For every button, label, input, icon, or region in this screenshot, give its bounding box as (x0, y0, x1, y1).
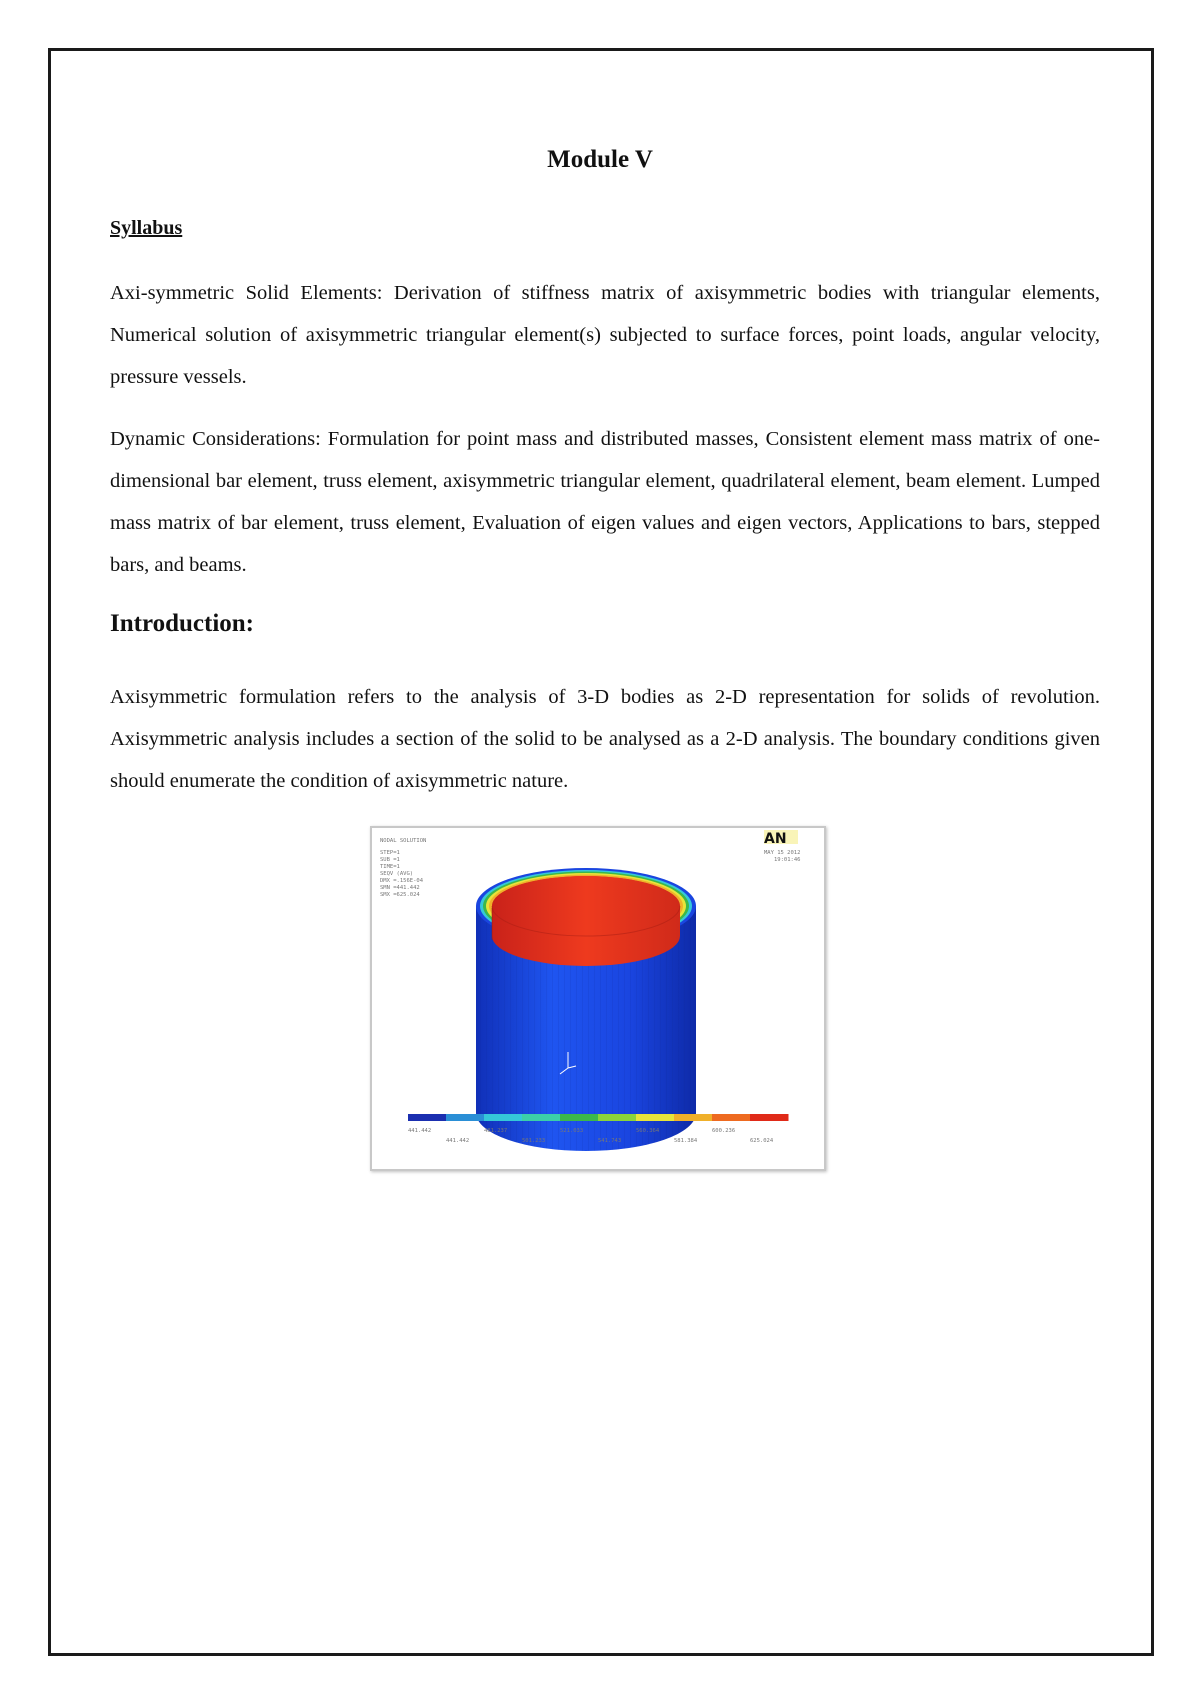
legend-label: 501.233 (522, 1138, 546, 1144)
legend-label: 481.237 (484, 1128, 508, 1134)
legend-label: 625.024 (750, 1138, 774, 1144)
legend-label: 581.384 (674, 1138, 698, 1144)
legend-swatch (712, 1114, 751, 1121)
legend-label: 441.442 (446, 1138, 470, 1144)
syllabus-heading: Syllabus (110, 217, 183, 239)
info-line: TIME=1 (380, 864, 400, 870)
info-line: STEP=1 (380, 850, 400, 856)
info-line: DMX =.156E-04 (380, 878, 424, 884)
legend-swatch (750, 1114, 789, 1121)
legend-swatch (674, 1114, 713, 1121)
legend-top-labels (408, 1128, 735, 1134)
legend-label: 521.033 (560, 1128, 584, 1134)
legend-swatch (560, 1114, 599, 1121)
solution-info-block (380, 838, 426, 898)
logo-text: AN (764, 831, 787, 847)
legend-swatch (636, 1114, 675, 1121)
legend-label: 600.236 (712, 1128, 736, 1134)
legend-swatch (598, 1114, 637, 1121)
syllabus-paragraph-axisymmetric: Axi-symmetric Solid Elements: Derivation of stiffness matrix of axisymmetric bodies with triangular elements, Numerical solution of axisymmetric triangular element(s) subjected to surface forces, point loads, angular velocity, pressure vessels. (110, 282, 1100, 388)
legend-swatch (484, 1114, 523, 1121)
contour-legend-bar (408, 1114, 789, 1121)
fea-result-figure (370, 826, 826, 1171)
info-line: SMN =441.442 (380, 885, 420, 891)
module-title: Module V (547, 146, 653, 173)
legend-bottom-labels (446, 1138, 774, 1144)
ansys-logo (764, 830, 798, 847)
fea-cylinder-plot (372, 828, 824, 1169)
cylinder-model (476, 868, 696, 1151)
time-line: 19:01:46 (774, 857, 801, 863)
legend-swatch (408, 1114, 447, 1121)
legend-label: 441.442 (408, 1128, 432, 1134)
date-line: MAY 15 2012 (764, 850, 801, 856)
legend-label: 560.364 (636, 1128, 660, 1134)
info-line: NODAL SOLUTION (380, 838, 427, 844)
legend-label: 541.743 (598, 1138, 622, 1144)
info-line: SEQV (AVG) (380, 871, 414, 877)
introduction-paragraph: Axisymmetric formulation refers to the analysis of 3-D bodies as 2-D representation for solids of revolution. Axisymmetric analysis includes a section of the solid to be analysed as a 2-D analysis. The boundary conditions given should enumerate the condition of axisymmetric nature. (110, 686, 1100, 792)
info-line: SMX =625.024 (380, 892, 420, 898)
syllabus-paragraph-dynamic: Dynamic Considerations: Formulation for point mass and distributed masses, Consistent element mass matrix of one-dimensional bar element, truss element, axisymmetric triangular element, quadrilateral element, beam element. Lumped mass matrix of bar element, truss element, Evaluation of eigen values and eigen vectors, Applications to bars, stepped bars, and beams. (110, 428, 1100, 576)
legend-swatch (446, 1114, 485, 1121)
info-line: SUB =1 (380, 857, 400, 863)
legend-swatch (522, 1114, 561, 1121)
introduction-heading: Introduction: (110, 610, 255, 637)
